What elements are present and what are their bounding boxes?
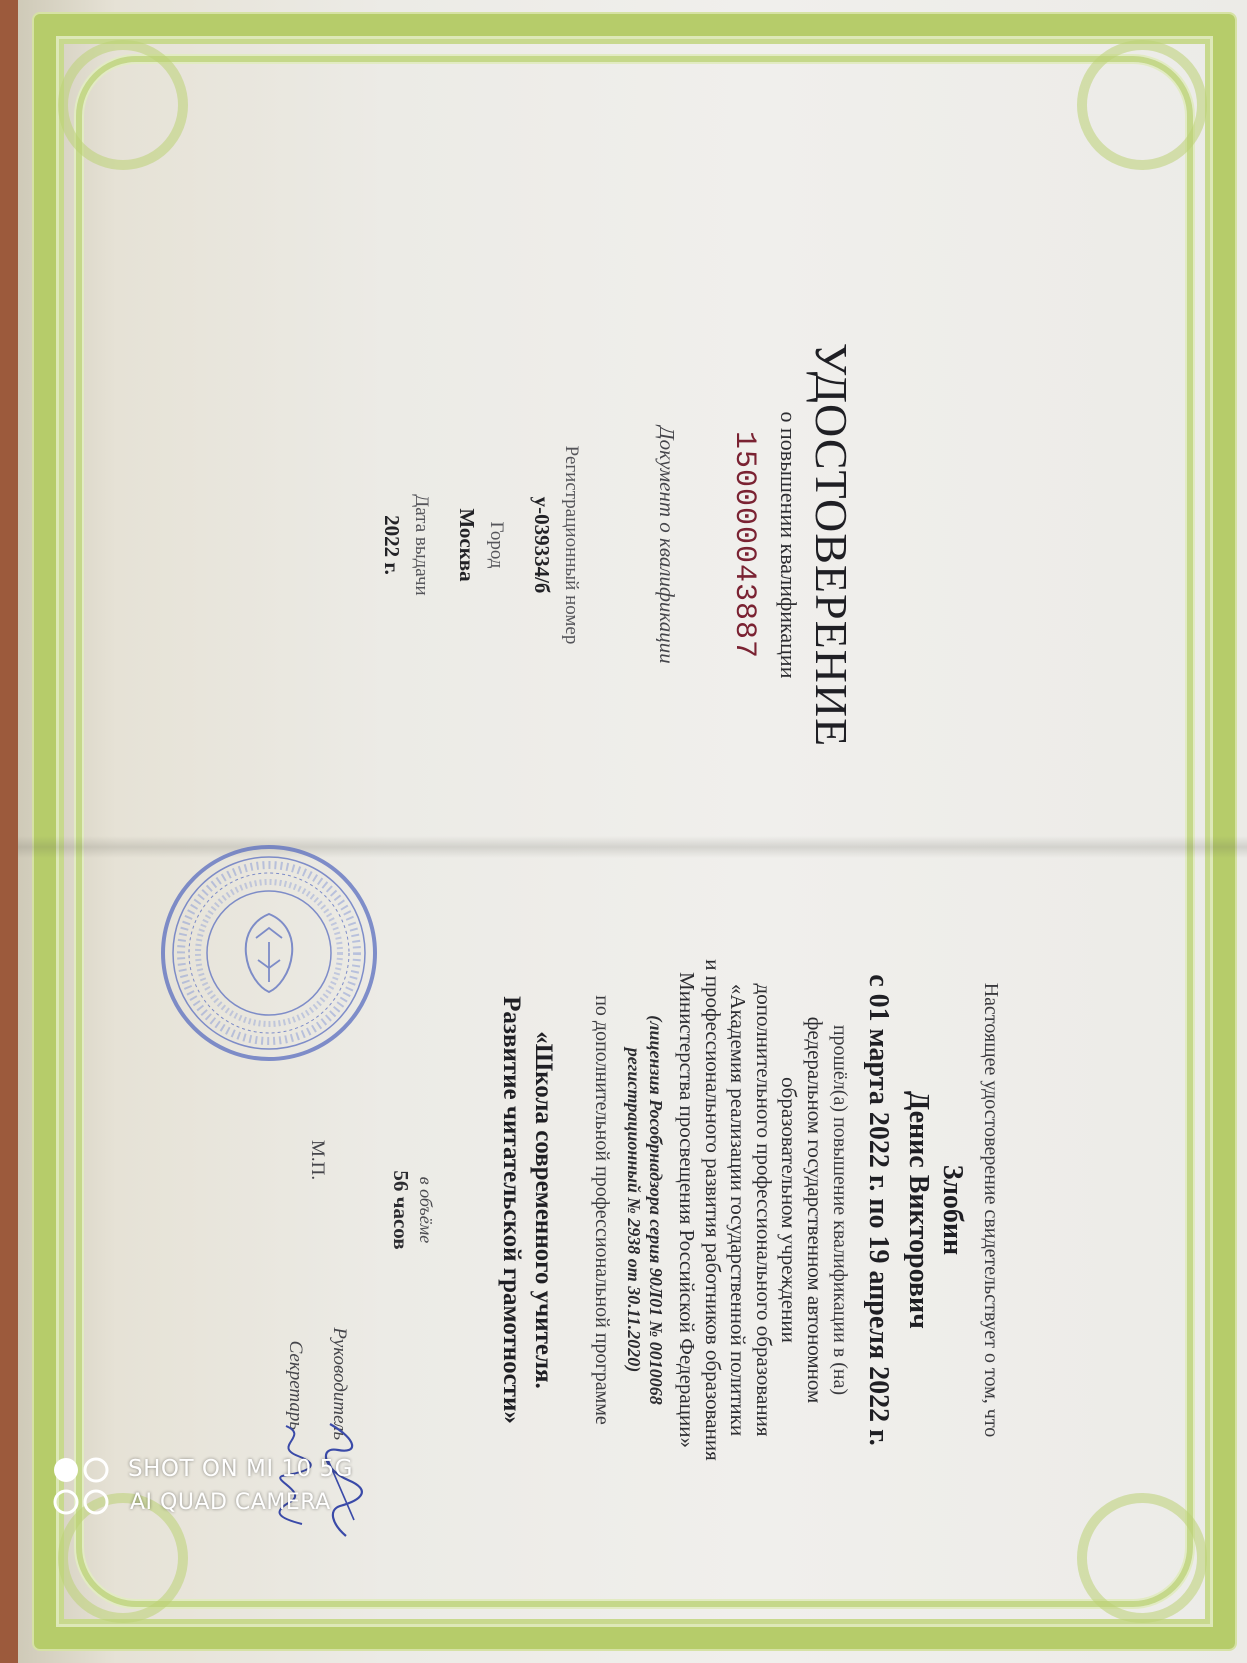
certificate-document	[18, 0, 1247, 1663]
intro-text: Настоящее удостоверение свидетельствует о том, что	[980, 982, 1002, 1438]
issue-date-label: Дата выдачи	[411, 494, 432, 596]
head-label: Руководитель	[329, 1327, 351, 1440]
watermark-line-1: SHOT ON MI 10 5G	[128, 1456, 353, 1482]
organization-line: и профессионального развития работников образования	[700, 959, 725, 1461]
organization-line: «Академия реализации государственной политики	[726, 983, 751, 1437]
volume-label: в объёме	[416, 1176, 437, 1244]
cover-page	[58, 265, 858, 825]
registration-label: Регистрационный номер	[561, 445, 582, 645]
serial-number: 150000043887	[727, 430, 761, 660]
official-stamp	[158, 842, 380, 1064]
organization-name	[673, 950, 827, 1470]
organization-line: образовательном учреждении	[777, 1077, 802, 1343]
course-dates: с 01 марта 2022 г. по 19 апреля 2022 г.	[863, 974, 894, 1446]
issue-date-value: 2022 г.	[380, 515, 404, 575]
license-info	[622, 950, 667, 1470]
stamp-place-label: М.П.	[307, 1140, 329, 1181]
corner-ornament	[1077, 40, 1207, 170]
organization-line: Министерства просвещения Российской Федерации»	[674, 972, 699, 1448]
watermark-line-2: AI QUAD CAMERA	[130, 1490, 331, 1515]
document-title: УДОСТОВЕРЕНИЕ	[806, 342, 857, 748]
passed-text: прошёл(а) повышение квалификации в (на)	[829, 1024, 851, 1396]
camera-watermark	[52, 1456, 382, 1526]
corner-ornament	[1077, 1493, 1207, 1623]
given-names: Денис Викторович	[903, 1091, 934, 1329]
registration-number: у-039334/б	[530, 496, 554, 594]
secretary-label: Секретарь	[285, 1340, 307, 1430]
program-line: Развитие читательской грамотности»	[497, 996, 525, 1424]
quad-camera-icon	[52, 1456, 112, 1518]
corner-ornament	[58, 40, 188, 170]
document-type: Документ о квалификации	[655, 426, 679, 664]
program-line: «Школа современного учителя.	[530, 1031, 558, 1389]
program-title	[494, 950, 559, 1470]
license-line: (лицензия Рособрнадзора серия 90Л01 № 0010068	[646, 1015, 667, 1405]
organization-line: дополнительного профессионального образования	[751, 983, 776, 1437]
organization-line: федеральном государственном автономном	[803, 1016, 827, 1404]
surname: Злобин	[937, 1164, 968, 1256]
hours-value: 56 часов	[389, 1170, 414, 1250]
license-line: регистрационный № 2938 от 30.11.2020)	[623, 1047, 644, 1373]
document-subtitle: о повышении квалификации	[776, 411, 801, 679]
city-value: Москва	[455, 508, 479, 582]
program-label: по дополнительной профессиональной программе	[591, 995, 614, 1425]
city-label: Город	[486, 521, 507, 569]
